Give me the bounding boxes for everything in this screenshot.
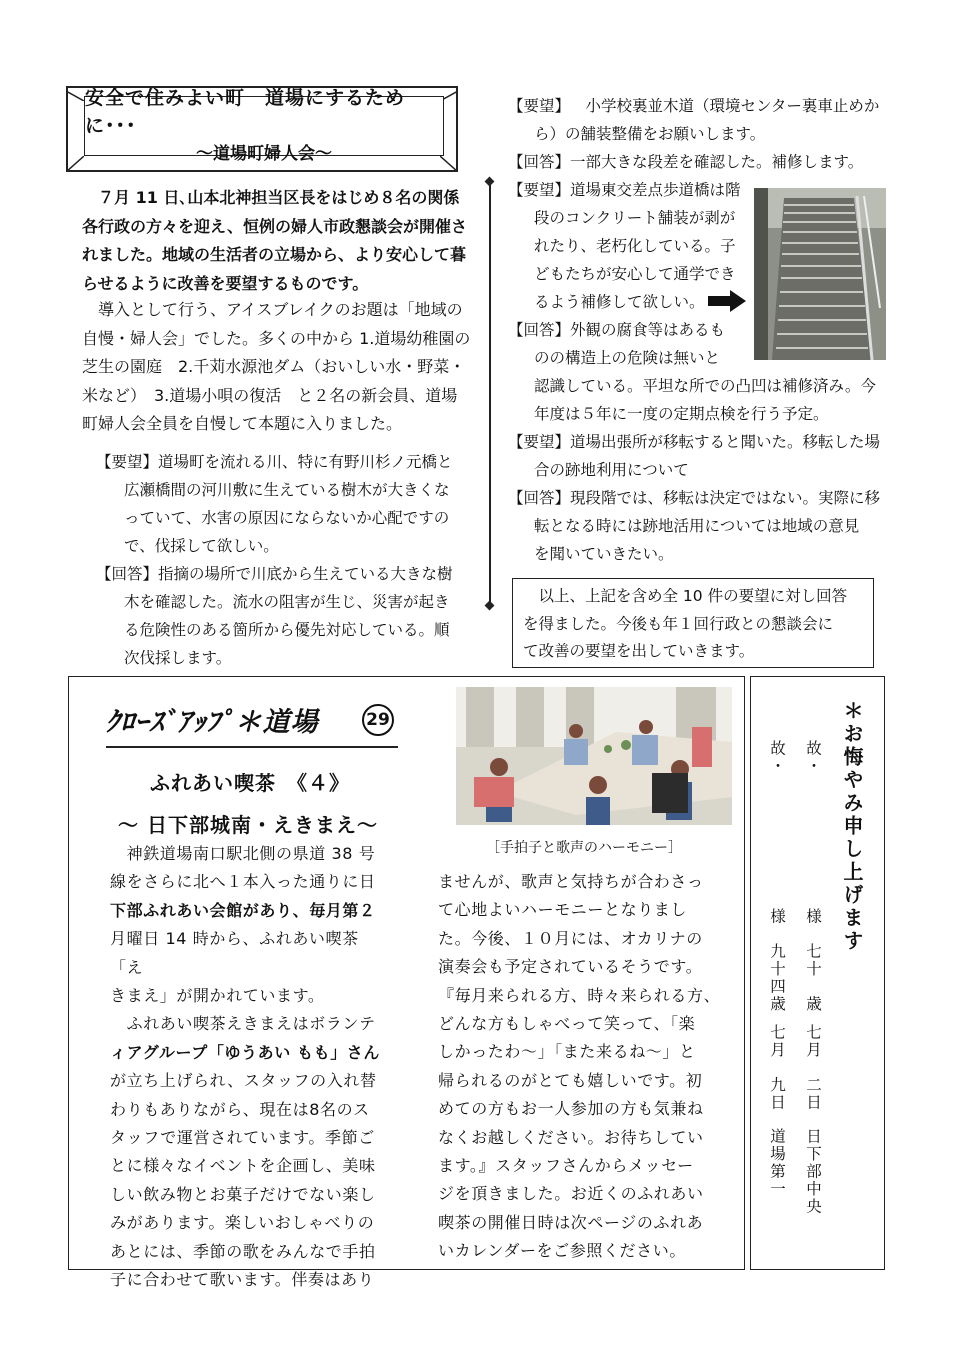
body-line: 線をさらに北へ１本入った通りに日 bbox=[110, 872, 376, 892]
body-line: ふれあい喫茶えきまえはボランテ bbox=[110, 1014, 376, 1034]
article-subtitle: ～道場町婦人会～ bbox=[196, 144, 332, 164]
qa-line: っていて、水害の原因にならないか心配ですの bbox=[124, 509, 450, 527]
arrow-right-icon bbox=[708, 290, 746, 312]
closeup-column-2 bbox=[438, 868, 728, 1266]
summary-line: 以上、上記を含め全 10 件の要望に対し回答 bbox=[523, 587, 848, 605]
body-line: 月曜日 14 時から、ふれあい喫茶「え bbox=[110, 929, 359, 977]
condolence-entry-1-date: 七月 二日 bbox=[804, 1024, 822, 1112]
body-line: いカレンダーをご参照ください。 bbox=[438, 1241, 686, 1261]
qa-line: 木を確認した。流水の阻害が生じ、災害が起き bbox=[124, 593, 450, 611]
qa-request bbox=[96, 448, 476, 560]
lead-line: 各行政の方々を迎え、恒例の婦人市政懇談会が開催さ bbox=[82, 216, 467, 236]
lead-paragraph bbox=[82, 184, 472, 298]
column-divider bbox=[489, 184, 491, 606]
body-line: しい飲み物とお菓子だけでない楽し bbox=[110, 1184, 376, 1204]
qa-line: どもたちが安心して通学でき bbox=[534, 265, 736, 283]
frame-corner bbox=[440, 156, 458, 172]
body-line: きまえ」が開かれています。 bbox=[110, 986, 325, 1006]
section-place: ～ 日下部城南・えきまえ～ bbox=[118, 813, 378, 837]
body-line: どんな方もしゃべって笑って、「楽 bbox=[438, 1014, 696, 1034]
heading-rule bbox=[106, 746, 398, 748]
qa-line: 次伐採します。 bbox=[124, 649, 232, 667]
qa-line: れたり、老朽化している。子 bbox=[534, 237, 736, 255]
qa-line: るよう補修して欲しい。 bbox=[534, 293, 705, 311]
cafe-photo bbox=[456, 687, 732, 825]
body-line: タッフで運営されています。季節ご bbox=[110, 1128, 375, 1148]
body-line: とに様々なイベントを企画し、美味 bbox=[110, 1156, 376, 1176]
qa-answer bbox=[96, 560, 476, 672]
body-line: ジを頂きました。お近くのふれあい bbox=[438, 1184, 704, 1204]
condolence-entry-2-date: 七月 九日 bbox=[768, 1024, 786, 1112]
closeup-heading: ｸﾛｰｽﾞｱｯﾌﾟ＊道場 bbox=[106, 707, 319, 738]
answer-tag: 【回答】 bbox=[508, 489, 571, 507]
qa-line: を聞いていきたい。 bbox=[534, 545, 674, 563]
lead-line: ７月 11 日､山本北神担当区長をはじめ８名の関係 bbox=[98, 188, 460, 207]
qa-line: 年度は５年に一度の定期点検を行う予定。 bbox=[534, 405, 829, 423]
body-line: わりもありながら、現在は8名のス bbox=[110, 1099, 370, 1119]
body-line: 帰られるのがとても嬉しいです。初 bbox=[438, 1070, 703, 1090]
condolence-entry-1-prefix: 故・ bbox=[804, 740, 822, 775]
body-line: 演奏会も予定されているそうです。 bbox=[438, 957, 703, 977]
qa-line: 広瀬橋間の河川敷に生えている樹木が大きくな bbox=[124, 481, 450, 499]
condolence-entry-1-age: 様 七十 歳 bbox=[804, 908, 822, 1013]
answer-tag: 【回答】 bbox=[508, 153, 571, 171]
closeup-column-1 bbox=[110, 840, 390, 1295]
body-line: ませんが、歌声と気持ちが合わさっ bbox=[438, 872, 704, 891]
qa-line: 外観の腐食等はあるも bbox=[570, 321, 726, 339]
qa-line: 指摘の場所で川底から生えている大きな樹 bbox=[158, 565, 453, 583]
qa-line: のの構造上の危険は無いと bbox=[534, 349, 721, 367]
qa-line: 道場町を流れる川、特に有野川杉ノ元橋と bbox=[158, 453, 453, 471]
intro-paragraph bbox=[82, 296, 472, 439]
request-tag: 【要望】 bbox=[508, 181, 571, 199]
body-line: なくお越しください。お待ちしてい bbox=[438, 1127, 704, 1147]
qa-line: 合の跡地利用について bbox=[534, 461, 689, 479]
qa-line: 道場東交差点歩道橋は階 bbox=[570, 181, 741, 199]
body-line: が立ち上げられ、スタッフの入れ替 bbox=[110, 1071, 377, 1091]
condolence-title: ＊お悔やみ申し上げます bbox=[840, 700, 864, 953]
intro-line: 自慢・婦人会」でした。多くの中から 1.道場幼稚園の bbox=[82, 328, 471, 348]
body-line: 神鉄道場南口駅北側の県道 38 号 bbox=[110, 844, 376, 863]
request-tag: 【要望】 bbox=[508, 433, 571, 451]
qa-line: 一部大きな段差を確認した。補修します。 bbox=[570, 153, 864, 171]
body-line: めての方もお一人参加の方も気兼ね bbox=[438, 1099, 704, 1119]
qa-line: 認識している。平坦な所での凸凹は補修済み。今 bbox=[534, 377, 876, 395]
body-line: みがあります。楽しいおしゃべりの bbox=[110, 1213, 375, 1233]
body-line: 下部ふれあい会館があり、毎月第２ bbox=[110, 900, 376, 920]
frame-corner bbox=[66, 156, 84, 172]
divider-diamond bbox=[485, 177, 495, 187]
qa-line: 転となる時には跡地活用については地域の意見 bbox=[534, 517, 860, 535]
intro-line: 町婦人会全員を自慢して本題に入りました。 bbox=[82, 414, 403, 433]
divider-diamond bbox=[485, 601, 495, 611]
qa-answer bbox=[508, 148, 893, 176]
body-line: て心地よいハーモニーとなりまし bbox=[438, 900, 688, 920]
qa-line: 現段階では、移転は決定ではない。実際に移 bbox=[570, 489, 881, 507]
body-line: ます。』スタッフさんからメッセー bbox=[438, 1156, 694, 1176]
body-line: しかったわ～」「また来るね～」と bbox=[438, 1042, 696, 1062]
qa-line: 小学校裏並木道（環境センター裏車止めか bbox=[570, 97, 880, 115]
intro-line: 導入として行う、アイスブレイクのお題は「地域の bbox=[98, 300, 463, 319]
article-title-box bbox=[84, 87, 444, 164]
body-line: 喫茶の開催日時は次ページのふれあ bbox=[438, 1212, 704, 1232]
section-subtitle: ふれあい喫茶 《４》 bbox=[150, 771, 350, 795]
intro-line: 米など） 3.道場小唄の復活 と２名の新会員、道場 bbox=[82, 385, 458, 405]
article-title: 安全で住みよい町 道場にするために･･･ bbox=[85, 87, 406, 137]
qa-line: 段のコンクリート舗装が剥が bbox=[534, 209, 736, 227]
qa-line: る危険性のある箇所から優先対応している。順 bbox=[124, 621, 450, 639]
summary-box bbox=[512, 578, 874, 668]
body-line: た。今後、１０月には、オカリナの bbox=[438, 928, 703, 948]
condolence-entry-2-area: 道場第一 bbox=[768, 1128, 786, 1198]
intro-line: 芝生の園庭 2.千苅水源池ダム（おいしい水・野菜・ bbox=[82, 357, 466, 376]
frame-corner bbox=[66, 86, 84, 96]
qa-line: ら）の舗装整備をお願いします。 bbox=[534, 125, 766, 143]
photo-caption: ［手拍子と歌声のハーモニー］ bbox=[486, 840, 682, 856]
qa-request bbox=[508, 92, 893, 148]
lead-line: らせるように改善を要望するものです。 bbox=[82, 273, 369, 293]
request-tag: 【要望】 bbox=[96, 453, 159, 471]
qa-line: で、伐採して欲しい。 bbox=[124, 537, 279, 555]
answer-tag: 【回答】 bbox=[96, 565, 159, 583]
stairs-photo bbox=[754, 188, 886, 360]
condolence-entry-1-area: 日下部中央 bbox=[804, 1128, 822, 1216]
condolence-entry-2-prefix: 故・ bbox=[768, 740, 786, 775]
issue-number: 29 bbox=[362, 704, 394, 736]
condolence-entry-2-age: 様 九十四歳 bbox=[768, 908, 786, 1013]
qa-left-list bbox=[96, 448, 476, 672]
qa-request bbox=[508, 428, 893, 484]
answer-tag: 【回答】 bbox=[508, 321, 571, 339]
lead-line: れました。地域の生活者の立場から、より安心して暮 bbox=[82, 245, 467, 264]
body-line: ィアグループ「ゆうあい もも」さん bbox=[110, 1042, 381, 1062]
body-line: 子に合わせて歌います。伴奏はあり bbox=[110, 1270, 375, 1290]
body-line: あとには、季節の歌をみんなで手拍 bbox=[110, 1241, 376, 1261]
summary-line: て改善の要望を出していきます。 bbox=[523, 642, 755, 660]
qa-answer bbox=[508, 484, 893, 568]
request-tag: 【要望】 bbox=[508, 97, 571, 115]
qa-line: 道場出張所が移転すると聞いた。移転した場 bbox=[570, 433, 881, 451]
summary-line: を得ました。今後も年１回行政との懇談会に bbox=[523, 614, 834, 633]
body-line: 『毎月来られる方、時々来られる方、 bbox=[438, 985, 721, 1005]
